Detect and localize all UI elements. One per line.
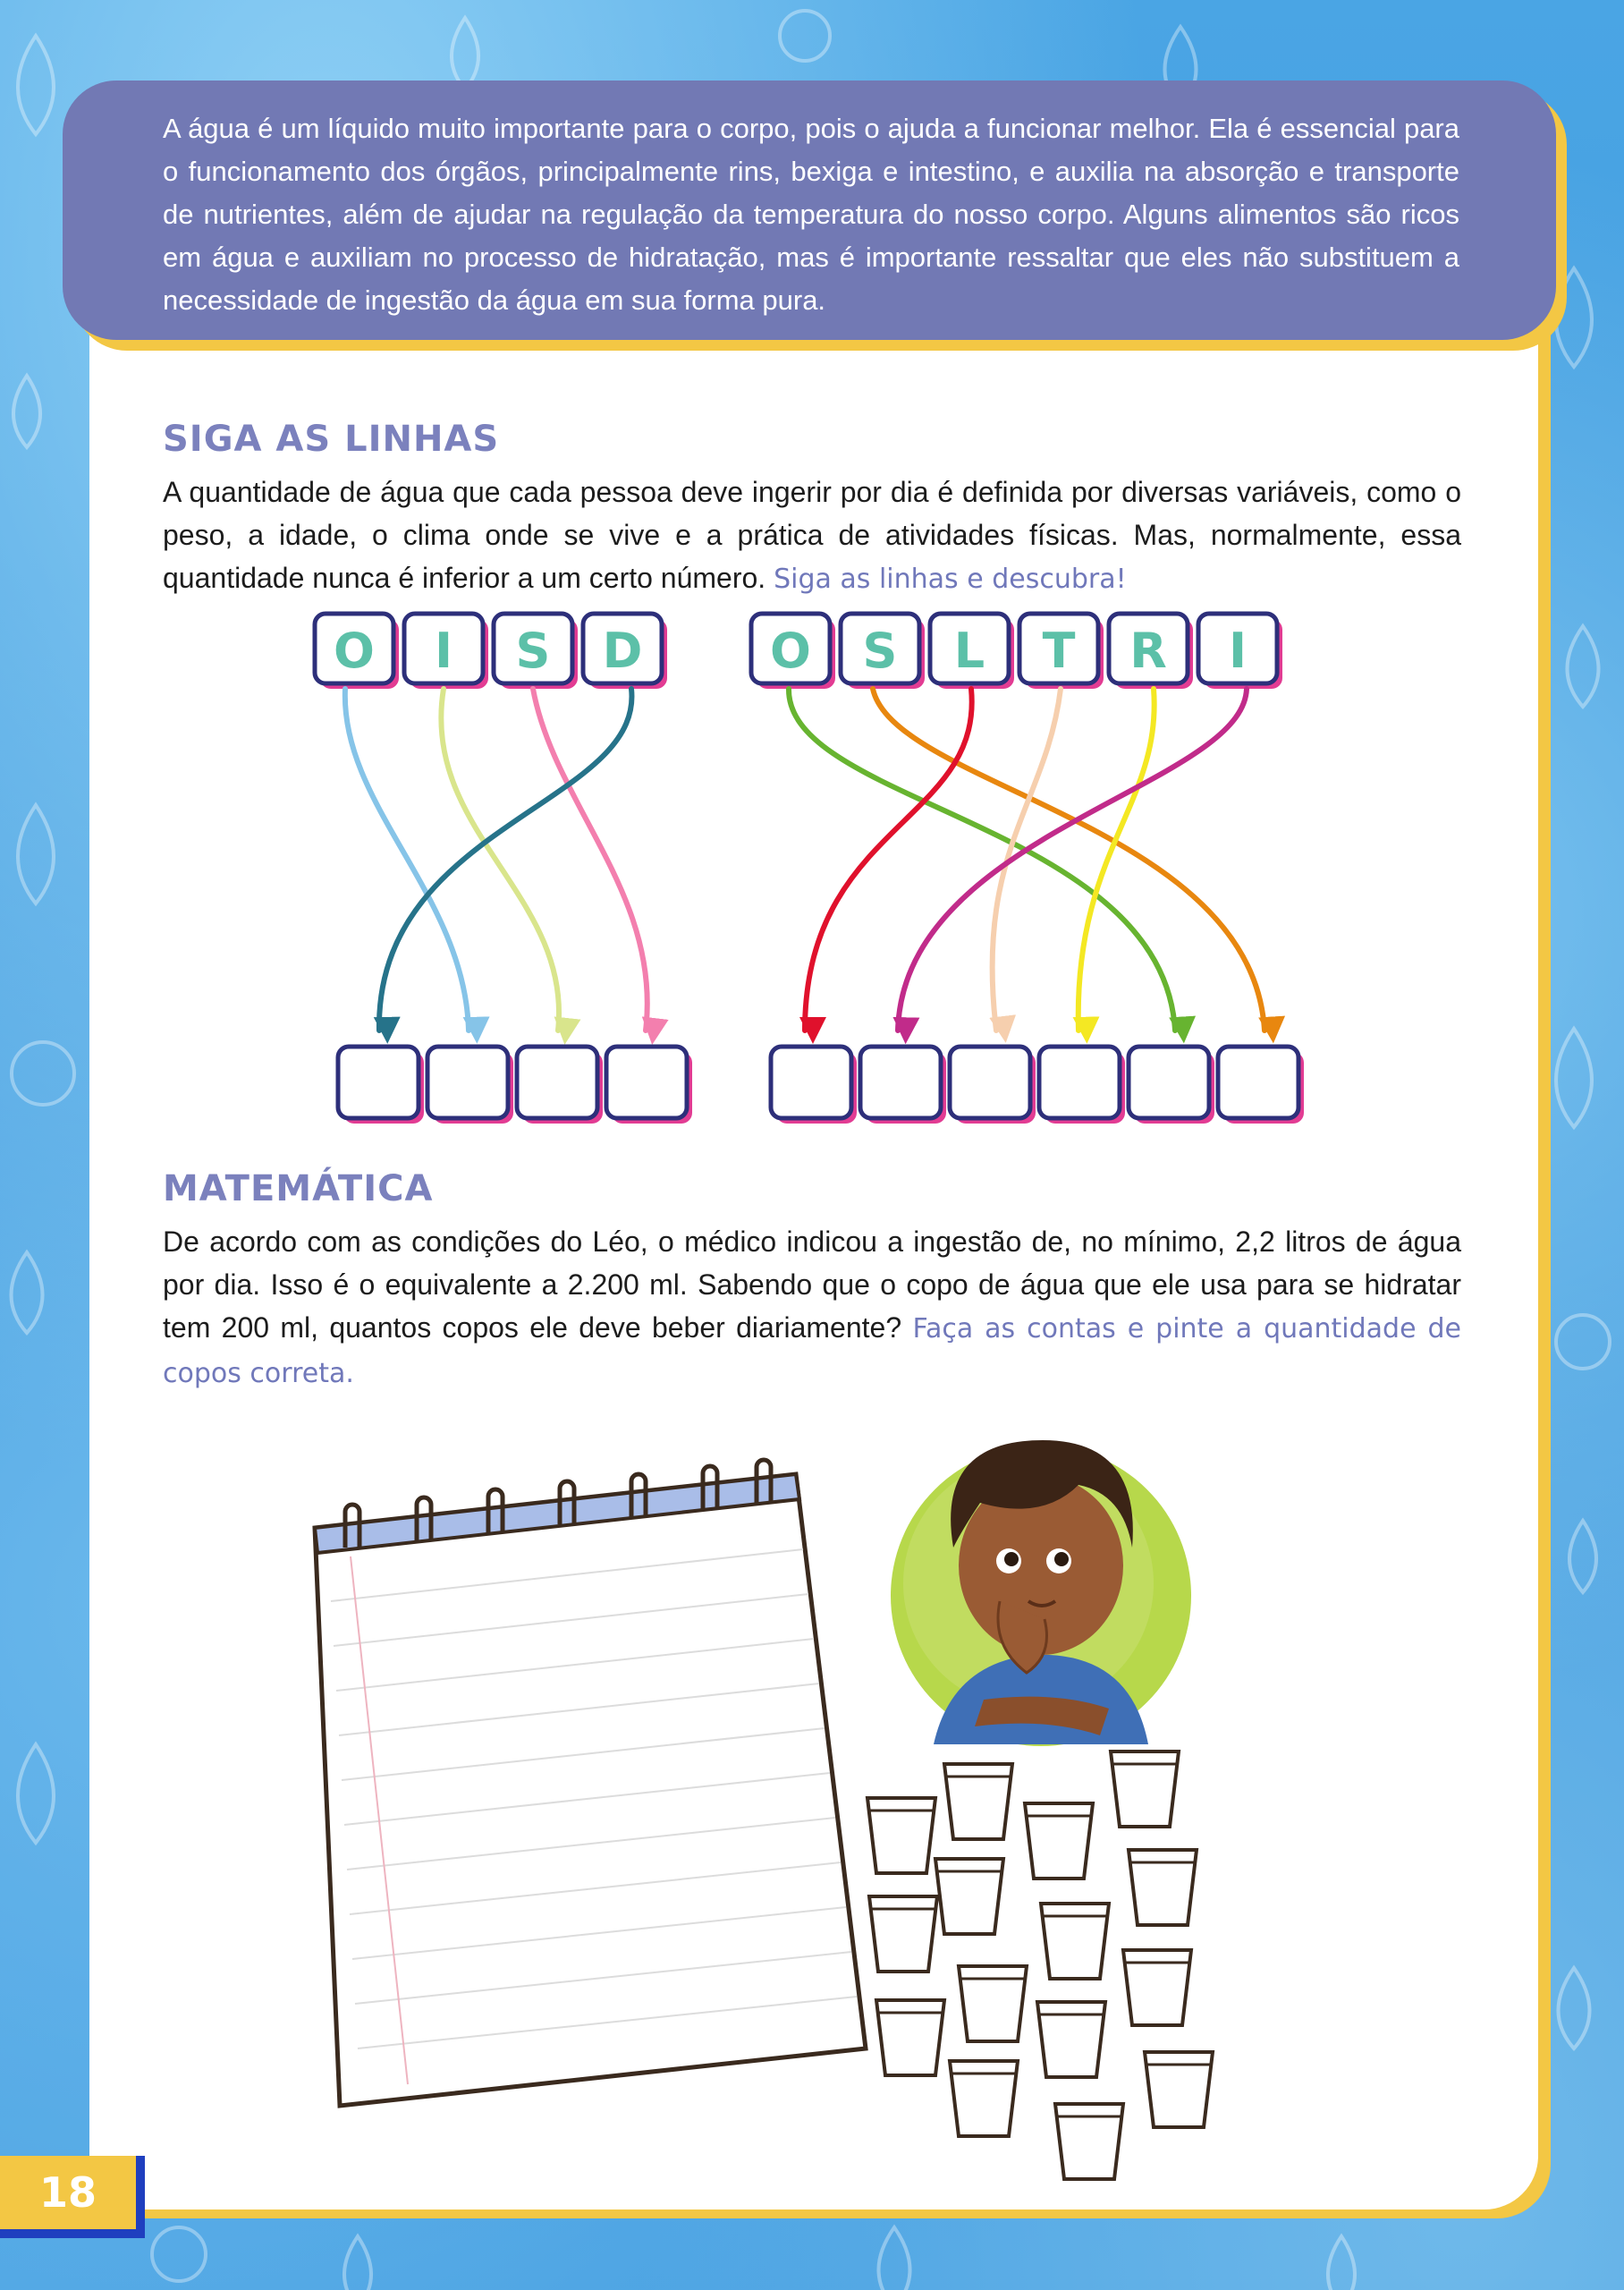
matematica-body: De acordo com as condições do Léo, o médico indicou a ingestão de, no mínimo, 2,2 litros de água por dia. Isso é o equivalente a 2.200 ml. Sabendo que o copo de água que ele usa para se hidratar tem 200 ml, quantos copos ele deve beber diariamente?: [163, 1226, 1461, 1344]
cups: [867, 1751, 1213, 2179]
cup[interactable]: [869, 1896, 937, 1972]
siga-body: A quantidade de água que cada pessoa deve ingerir por dia é definida por diversas variáveis, como o peso, a idade, o clima onde se vive e a prática de atividades físicas. Mas, normalmente, essa quantidade nunca é inferior a um certo número.: [163, 476, 1461, 594]
page-number: 18: [0, 2156, 145, 2238]
cup[interactable]: [935, 1859, 1003, 1934]
cup[interactable]: [1041, 1904, 1109, 1979]
letter: S: [862, 623, 898, 679]
cup[interactable]: [944, 1764, 1012, 1839]
letter: L: [953, 623, 985, 679]
letter: S: [515, 623, 551, 679]
letter: T: [1042, 623, 1076, 679]
siga-heading: SIGA AS LINHAS: [163, 419, 500, 460]
letter: R: [1129, 623, 1167, 679]
letter: O: [334, 623, 375, 679]
cup[interactable]: [950, 2061, 1018, 2136]
siga-highlight: Siga as linhas e descubra!: [774, 564, 1127, 595]
letter: O: [770, 623, 811, 679]
letter: I: [434, 623, 453, 679]
cup[interactable]: [1123, 1950, 1191, 2025]
cup[interactable]: [1025, 1803, 1093, 1879]
matematica-highlight: Faça as contas e pinte a quantidade de copos correta.: [163, 1313, 1462, 1389]
cup[interactable]: [867, 1798, 935, 1873]
intro-text: A água é um líquido muito importante para o corpo, pois o ajuda a funcionar melhor. Ela é essencial para o funcionamento dos órgãos, principalmente rins, bexiga e intestino, e auxilia na absorção e transporte de nutrientes, além de ajudar na regulação da temperatura do nosso corpo. Alguns alimentos são ricos em água e auxiliam no processo de hidratação, mas é importante ressaltar que eles não substituem a necessidade de ingestão da água em sua forma pura.: [163, 113, 1459, 316]
cup[interactable]: [959, 1966, 1027, 2041]
letter: D: [602, 623, 643, 679]
cup[interactable]: [1111, 1751, 1179, 1827]
cup[interactable]: [876, 2000, 944, 2075]
cup[interactable]: [1129, 1850, 1197, 1925]
cup[interactable]: [1037, 2002, 1105, 2077]
letter: I: [1228, 623, 1248, 679]
boy-illustration: [891, 1440, 1191, 1746]
cup[interactable]: [1145, 2052, 1213, 2127]
notebook-illustration[interactable]: [315, 1460, 866, 2106]
matematica-heading: MATEMÁTICA: [163, 1168, 434, 1209]
cup[interactable]: [1055, 2104, 1123, 2179]
